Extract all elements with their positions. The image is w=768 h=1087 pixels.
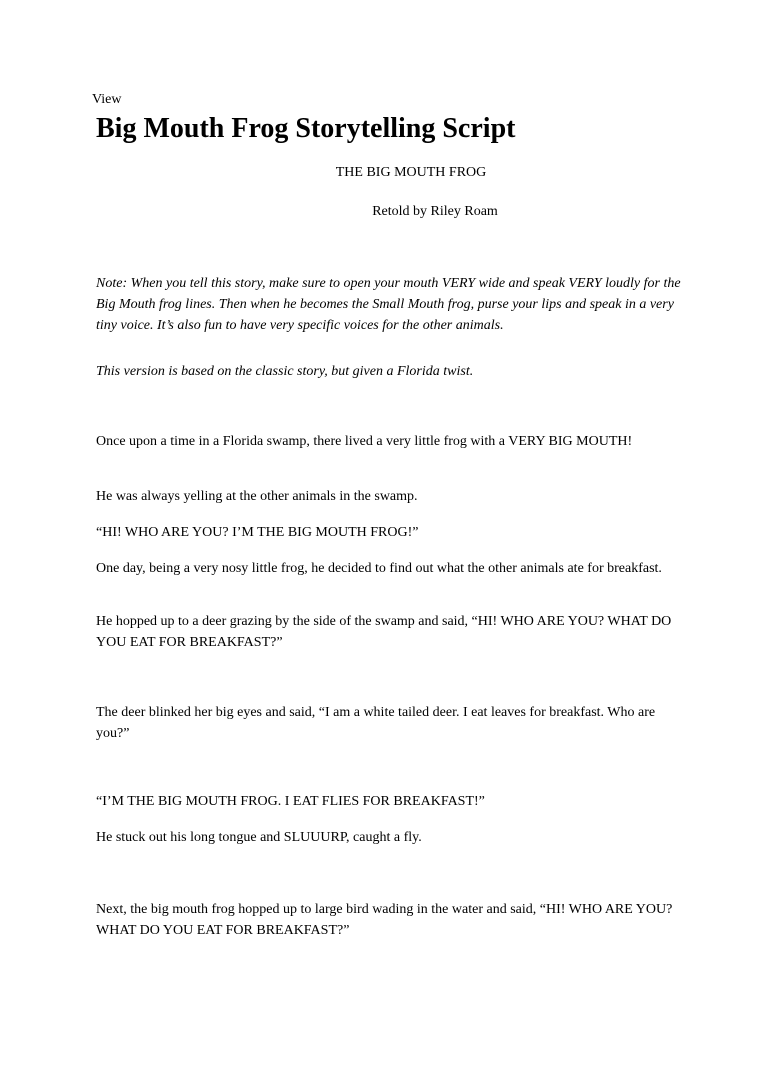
story-paragraph: “I’M THE BIG MOUTH FROG. I EAT FLIES FOR BREAKFAST!” — [96, 794, 485, 809]
story-paragraph: He stuck out his long tongue and SLUUURP, caught a fly. — [96, 830, 422, 845]
version-note: This version is based on the classic story, but given a Florida twist. — [96, 364, 474, 379]
view-link[interactable]: View — [92, 92, 122, 107]
document-title: Big Mouth Frog Storytelling Script — [96, 113, 516, 144]
story-paragraph: He hopped up to a deer grazing by the side of the swamp and said, “HI! WHO ARE YOU? WHAT DO YOU EAT FOR BREAKFAST?” — [96, 614, 672, 650]
story-paragraph: He was always yelling at the other animals in the swamp. — [96, 489, 418, 504]
story-paragraph: Once upon a time in a Florida swamp, there lived a very little frog with a VERY BIG MOUTH! — [96, 434, 633, 449]
story-heading: THE BIG MOUTH FROG — [335, 165, 487, 180]
story-paragraph: One day, being a very nosy little frog, he decided to find out what the other animals ate for breakfast. — [96, 561, 662, 576]
story-paragraph: Next, the big mouth frog hopped up to large bird wading in the water and said, “HI! WHO ARE YOU? WHAT DO YOU EAT FOR BREAKFAST?” — [96, 902, 673, 938]
story-paragraph: “HI! WHO ARE YOU? I’M THE BIG MOUTH FROG!” — [96, 525, 419, 540]
story-byline: Retold by Riley Roam — [372, 204, 498, 219]
story-paragraph: The deer blinked her big eyes and said, “I am a white tailed deer. I eat leaves for breakfast. Who are you?” — [96, 705, 656, 741]
storytelling-note: Note: When you tell this story, make sure to open your mouth VERY wide and speak VERY loudly for the Big Mouth frog lines. Then when he becomes the Small Mouth frog, purse your lips and speak in a very tiny voice. It’s also fun to have very specific voices for the other animals. — [96, 276, 681, 333]
